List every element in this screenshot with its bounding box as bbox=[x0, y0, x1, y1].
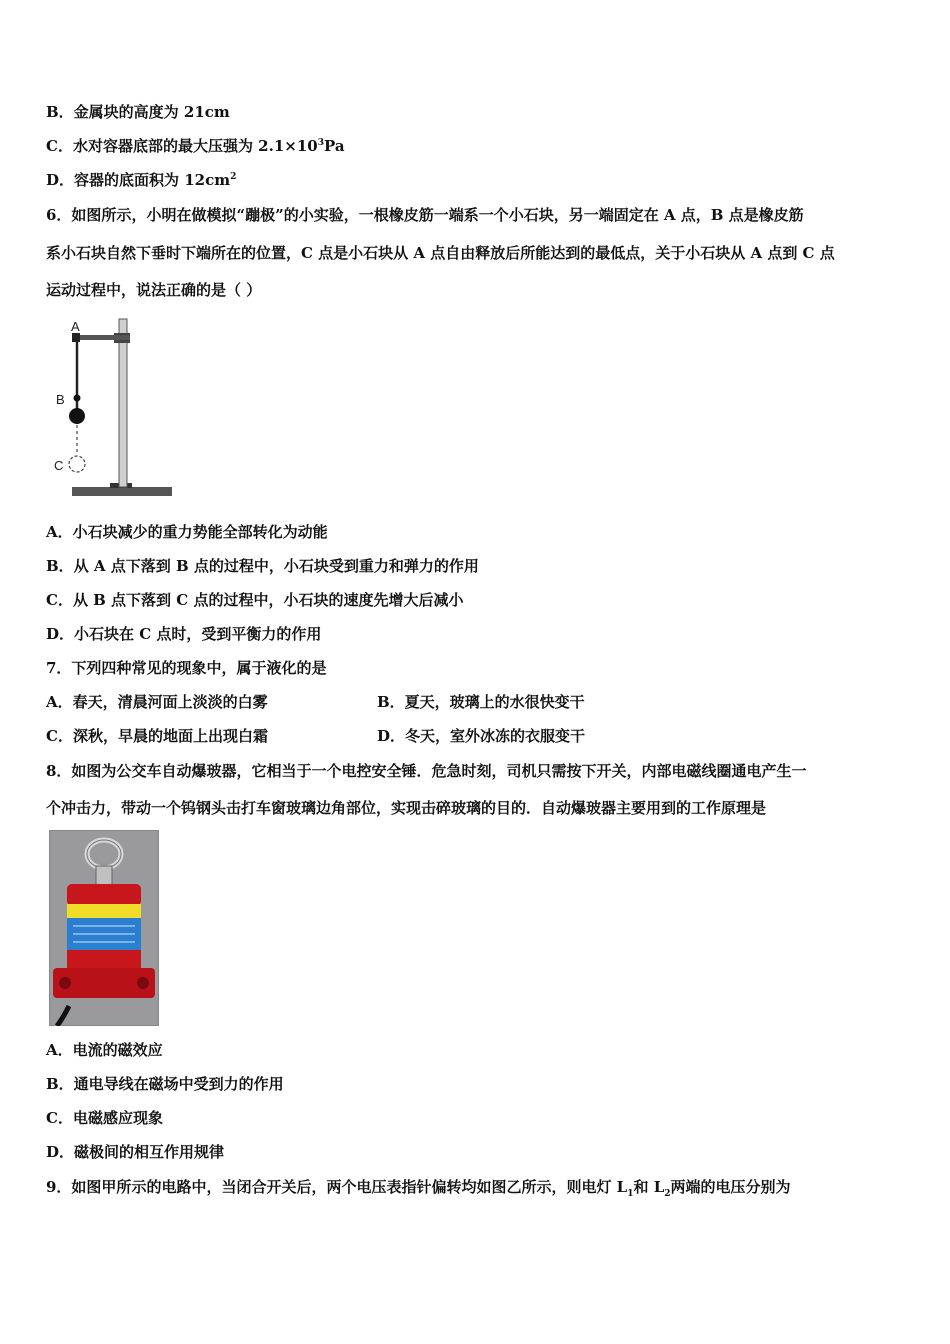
q9-subscript-2: 2 bbox=[664, 1189, 671, 1199]
q9-stem-middle: 和 L bbox=[633, 1178, 665, 1196]
breaker-yellow-label bbox=[67, 904, 141, 918]
point-a-hook bbox=[72, 333, 80, 342]
q8-option-a: A．电流的磁效应 bbox=[46, 1041, 163, 1059]
q7-option-c: C．深秋，早晨的地面上出现白霜 bbox=[46, 727, 268, 745]
q6-option-d: D．小石块在 C 点时，受到平衡力的作用 bbox=[46, 625, 322, 643]
q5-option-b: B．金属块的高度为 21cm bbox=[46, 103, 230, 121]
q6-stem-line-1: 6．如图所示，小明在做模拟“蹦极”的小实验，一根橡皮筋一端系一个小石块，另一端固定在 A 点，B 点是橡皮筋 bbox=[46, 206, 804, 224]
q5-option-c-text: C．水对容器底部的最大压强为 2.1×10 bbox=[46, 137, 318, 155]
q8-stem-line-1: 8．如图为公交车自动爆玻器，它相当于一个电控安全锤．危急时刻，司机只需按下开关，内部电磁线圈通电产生一 bbox=[46, 762, 807, 780]
glass-breaker-photo bbox=[49, 830, 159, 1026]
stand-arm bbox=[74, 335, 130, 340]
q6-option-a: A．小石块减少的重力势能全部转化为动能 bbox=[46, 523, 328, 541]
stand-base bbox=[72, 487, 172, 496]
q8-option-b: B．通电导线在磁场中受到力的作用 bbox=[46, 1075, 284, 1093]
mount-hole-left bbox=[59, 977, 71, 989]
q5-option-d-exponent: 2 bbox=[230, 172, 237, 182]
q5-option-d-text: D．容器的底面积为 12cm bbox=[46, 171, 231, 189]
q6-stem-line-3: 运动过程中，说法正确的是（ ） bbox=[46, 281, 262, 299]
label-b: B bbox=[56, 392, 65, 407]
q8-option-d: D．磁极间的相互作用规律 bbox=[46, 1143, 225, 1161]
q7-stem: 7．下列四种常见的现象中，属于液化的是 bbox=[46, 659, 327, 677]
q5-option-c bbox=[46, 136, 345, 156]
q6-option-b: B．从 A 点下落到 B 点的过程中，小石块受到重力和弹力的作用 bbox=[46, 557, 479, 575]
breaker-neck bbox=[96, 866, 112, 886]
q5-option-c-unit: Pa bbox=[323, 137, 345, 155]
breaker-top-band bbox=[67, 884, 141, 906]
q8-option-c: C．电磁感应现象 bbox=[46, 1109, 163, 1127]
q5-option-c-exponent: 3 bbox=[317, 138, 324, 148]
stone-lowest-position bbox=[69, 456, 85, 472]
q6-stem-line-2: 系小石块自然下垂时下端所在的位置，C 点是小石块从 A 点自由释放后所能达到的最低点，关于小石块从 A 点到 C 点 bbox=[46, 244, 835, 262]
q5-option-d bbox=[46, 170, 236, 190]
stand-rod bbox=[119, 319, 127, 487]
q7-option-a: A．春天，清晨河面上淡淡的白雾 bbox=[46, 693, 268, 711]
q9-subscript-1: 1 bbox=[627, 1189, 634, 1199]
q7-option-d: D．冬天，室外冰冻的衣服变干 bbox=[377, 727, 586, 745]
bungee-apparatus-figure bbox=[50, 315, 180, 505]
point-b-dot bbox=[74, 395, 81, 402]
label-c: C bbox=[54, 458, 64, 473]
q9-stem-end: 两端的电压分别为 bbox=[670, 1178, 791, 1196]
mount-hole-right bbox=[137, 977, 149, 989]
stone bbox=[69, 408, 85, 424]
label-a: A bbox=[71, 319, 80, 334]
q6-option-c: C．从 B 点下落到 C 点的过程中，小石块的速度先增大后减小 bbox=[46, 591, 464, 609]
q8-stem-line-2: 个冲击力，带动一个钨钢头击打车窗玻璃边角部位，实现击碎玻璃的目的．自动爆玻器主要用到的工作原理是 bbox=[46, 799, 767, 817]
q9-stem bbox=[46, 1177, 791, 1197]
q9-stem-text: 9．如图甲所示的电路中，当闭合开关后，两个电压表指针偏转均如图乙所示，则电灯 L bbox=[46, 1178, 628, 1196]
q7-option-b: B．夏天，玻璃上的水很快变干 bbox=[377, 693, 585, 711]
